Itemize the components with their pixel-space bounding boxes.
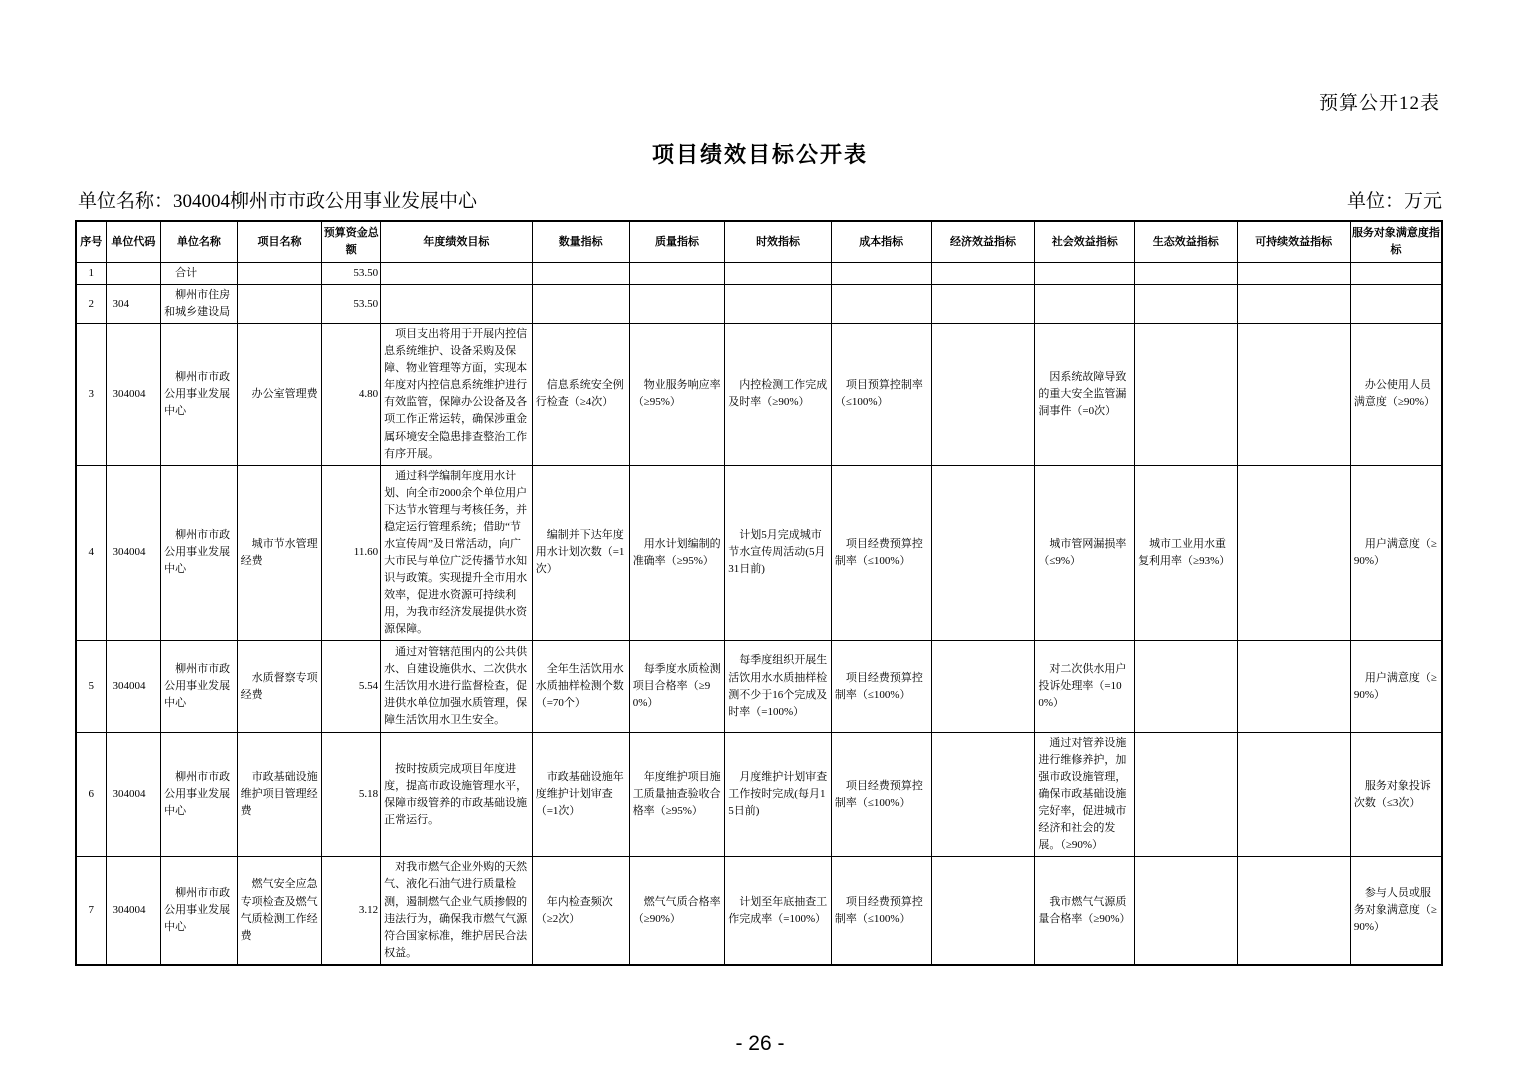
column-header: 单位名称 <box>161 221 237 263</box>
table-cell <box>629 263 725 285</box>
table-cell <box>831 285 931 324</box>
table-cell: 柳州市市政公用事业发展中心 <box>161 641 237 733</box>
table-cell: 我市燃气气源质量合格率（≥90%） <box>1035 857 1135 965</box>
table-cell: 1 <box>76 263 106 285</box>
table-cell <box>931 465 1035 640</box>
table-cell <box>1237 465 1350 640</box>
table-cell: 通过对管辖范围内的公共供水、自建设施供水、二次供水生活饮用水进行监督检查，促进供水单位加强水质管理，保障生活饮用水卫生安全。 <box>381 641 533 733</box>
column-header: 生态效益指标 <box>1135 221 1237 263</box>
table-cell <box>1237 857 1350 965</box>
table-cell <box>1237 641 1350 733</box>
table-cell: 3.12 <box>322 857 381 965</box>
table-cell <box>931 263 1035 285</box>
table-cell <box>725 285 832 324</box>
table-cell <box>1135 641 1237 733</box>
table-cell: 城市管网漏损率（≤9%） <box>1035 465 1135 640</box>
table-cell: 53.50 <box>322 263 381 285</box>
column-header: 成本指标 <box>831 221 931 263</box>
table-cell: 2 <box>76 285 106 324</box>
table-cell <box>532 263 629 285</box>
table-cell: 304004 <box>106 641 161 733</box>
table-cell <box>1035 285 1135 324</box>
table-cell: 水质督察专项经费 <box>237 641 322 733</box>
table-cell: 7 <box>76 857 106 965</box>
table-row <box>76 324 1442 465</box>
table-cell: 计划至年底抽查工作完成率（=100%） <box>725 857 832 965</box>
table-cell <box>725 263 832 285</box>
table-cell <box>106 263 161 285</box>
table-cell: 53.50 <box>322 285 381 324</box>
table-cell <box>1350 263 1442 285</box>
table-cell <box>1237 285 1350 324</box>
table-cell <box>1135 263 1237 285</box>
table-cell <box>1237 263 1350 285</box>
table-cell: 月度维护计划审查工作按时完成(每月15日前) <box>725 733 832 857</box>
table-cell: 对我市燃气企业外购的天然气、液化石油气进行质量检测，遏制燃气企业气质掺假的违法行为，确保我市燃气气源符合国家标准，维护居民合法权益。 <box>381 857 533 965</box>
table-cell: 柳州市市政公用事业发展中心 <box>161 733 237 857</box>
column-header: 预算资金总额 <box>322 221 381 263</box>
column-header: 质量指标 <box>629 221 725 263</box>
column-header: 可持续效益指标 <box>1237 221 1350 263</box>
table-cell: 5 <box>76 641 106 733</box>
table-cell: 柳州市市政公用事业发展中心 <box>161 465 237 640</box>
table-cell: 物业服务响应率（≥95%） <box>629 324 725 465</box>
table-cell: 通过对管养设施进行维修养护，加强市政设施管理，确保市政基础设施完好率，促进城市经济和社会的发展。（≥90%） <box>1035 733 1135 857</box>
table-cell: 4 <box>76 465 106 640</box>
table-cell: 304004 <box>106 857 161 965</box>
table-cell: 市政基础设施年度维护计划审查（=1次） <box>532 733 629 857</box>
table-cell: 用户满意度（≥90%） <box>1350 465 1442 640</box>
table-cell: 年内检查频次（≥2次） <box>532 857 629 965</box>
table-cell <box>381 285 533 324</box>
table-cell: 年度维护项目施工质量抽查验收合格率（≥95%） <box>629 733 725 857</box>
table-cell: 项目经费预算控制率（≤100%） <box>831 465 931 640</box>
table-cell: 5.18 <box>322 733 381 857</box>
table-cell <box>1237 733 1350 857</box>
table-cell: 柳州市市政公用事业发展中心 <box>161 857 237 965</box>
table-cell: 合计 <box>161 263 237 285</box>
table-cell: 城市节水管理经费 <box>237 465 322 640</box>
unit-measure-label: 单位：万元 <box>1346 191 1442 212</box>
table-cell <box>1135 285 1237 324</box>
table-cell: 柳州市住房和城乡建设局 <box>161 285 237 324</box>
table-cell: 项目经费预算控制率（≤100%） <box>831 641 931 733</box>
table-cell: 每季度水质检测项目合格率（≥90%） <box>629 641 725 733</box>
table-row <box>76 465 1442 640</box>
table-cell: 办公室管理费 <box>237 324 322 465</box>
form-number-label: 预算公开12表 <box>1318 93 1440 114</box>
table-cell: 304 <box>106 285 161 324</box>
table-cell <box>931 733 1035 857</box>
table-row <box>76 285 1442 324</box>
column-header: 经济效益指标 <box>931 221 1035 263</box>
table-cell: 计划5月完成城市节水宣传周活动(5月31日前) <box>725 465 832 640</box>
table-cell <box>1135 324 1237 465</box>
table-cell: 用水计划编制的准确率（≥95%） <box>629 465 725 640</box>
table-cell <box>237 285 322 324</box>
table-cell <box>931 641 1035 733</box>
table-cell: 办公使用人员满意度（≥90%） <box>1350 324 1442 465</box>
table-row <box>76 857 1442 965</box>
table-cell: 因系统故障导致的重大安全监管漏洞事件（=0次） <box>1035 324 1135 465</box>
table-header-row <box>76 221 1442 263</box>
table-cell: 参与人员或服务对象满意度（≥90%） <box>1350 857 1442 965</box>
column-header: 时效指标 <box>725 221 832 263</box>
performance-target-table <box>75 220 1443 966</box>
table-cell: 304004 <box>106 324 161 465</box>
table-cell: 按时按质完成项目年度进度，提高市政设施管理水平，保障市级管养的市政基础设施正常运行。 <box>381 733 533 857</box>
column-header: 服务对象满意度指标 <box>1350 221 1442 263</box>
unit-name-label: 单位名称：304004柳州市市政公用事业发展中心 <box>78 191 478 212</box>
table-cell: 4.80 <box>322 324 381 465</box>
column-header: 项目名称 <box>237 221 322 263</box>
table-cell: 每季度组织开展生活饮用水水质抽样检测不少于16个完成及时率（=100%） <box>725 641 832 733</box>
table-cell: 项目经费预算控制率（≤100%） <box>831 857 931 965</box>
table-cell: 304004 <box>106 733 161 857</box>
table-cell: 柳州市市政公用事业发展中心 <box>161 324 237 465</box>
table-cell <box>1035 263 1135 285</box>
table-cell: 项目预算控制率（≤100%） <box>831 324 931 465</box>
table-cell: 6 <box>76 733 106 857</box>
table-cell: 11.60 <box>322 465 381 640</box>
table-cell <box>629 285 725 324</box>
table-cell: 服务对象投诉次数（≤3次） <box>1350 733 1442 857</box>
column-header: 年度绩效目标 <box>381 221 533 263</box>
table-cell <box>381 263 533 285</box>
table-cell: 项目支出将用于开展内控信息系统维护、设备采购及保障、物业管理等方面，实现本年度对内控信息系统维护进行有效监管，保障办公设备及各项工作正常运转，确保涉重金属环境安全隐患排查整治工作有序开展。 <box>381 324 533 465</box>
table-cell: 对二次供水用户投诉处理率（=100%） <box>1035 641 1135 733</box>
table-cell: 通过科学编制年度用水计划、向全市2000余个单位用户下达节水管理与考核任务，并稳定运行管理系统；借助“节水宣传周”及日常活动，向广大市民与单位广泛传播节水知识与政策。实现提升全市用水效率，促进水资源可持续利用，为我市经济发展提供水资源保障。 <box>381 465 533 640</box>
table-cell: 全年生活饮用水水质抽样检测个数（=70个） <box>532 641 629 733</box>
table-cell <box>532 285 629 324</box>
table-cell <box>1135 733 1237 857</box>
column-header: 社会效益指标 <box>1035 221 1135 263</box>
table-cell <box>1237 324 1350 465</box>
page-title: 项目绩效目标公开表 <box>651 142 868 167</box>
table-cell <box>237 263 322 285</box>
table-cell: 内控检测工作完成及时率（≥90%） <box>725 324 832 465</box>
column-header: 单位代码 <box>106 221 161 263</box>
column-header: 序号 <box>76 221 106 263</box>
page-number: - 26 - <box>735 1032 785 1055</box>
table-cell: 燃气气质合格率（≥90%） <box>629 857 725 965</box>
column-header: 数量指标 <box>532 221 629 263</box>
table-row <box>76 641 1442 733</box>
table-cell <box>1135 857 1237 965</box>
table-row <box>76 733 1442 857</box>
table-cell <box>931 857 1035 965</box>
table-cell: 3 <box>76 324 106 465</box>
table-cell: 编制并下达年度用水计划次数（=1次） <box>532 465 629 640</box>
table-cell: 市政基础设施维护项目管理经费 <box>237 733 322 857</box>
table-cell: 信息系统安全例行检查（≥4次） <box>532 324 629 465</box>
table-cell <box>1350 285 1442 324</box>
table-cell <box>831 263 931 285</box>
table-cell: 5.54 <box>322 641 381 733</box>
table-cell <box>931 324 1035 465</box>
table-cell <box>931 285 1035 324</box>
table-cell: 燃气安全应急专项检查及燃气气质检测工作经费 <box>237 857 322 965</box>
table-cell: 城市工业用水重复利用率（≥93%） <box>1135 465 1237 640</box>
meta-row <box>78 186 1442 213</box>
table-cell: 用户满意度（≥90%） <box>1350 641 1442 733</box>
table-cell: 项目经费预算控制率（≤100%） <box>831 733 931 857</box>
table-cell: 304004 <box>106 465 161 640</box>
table-row <box>76 263 1442 285</box>
